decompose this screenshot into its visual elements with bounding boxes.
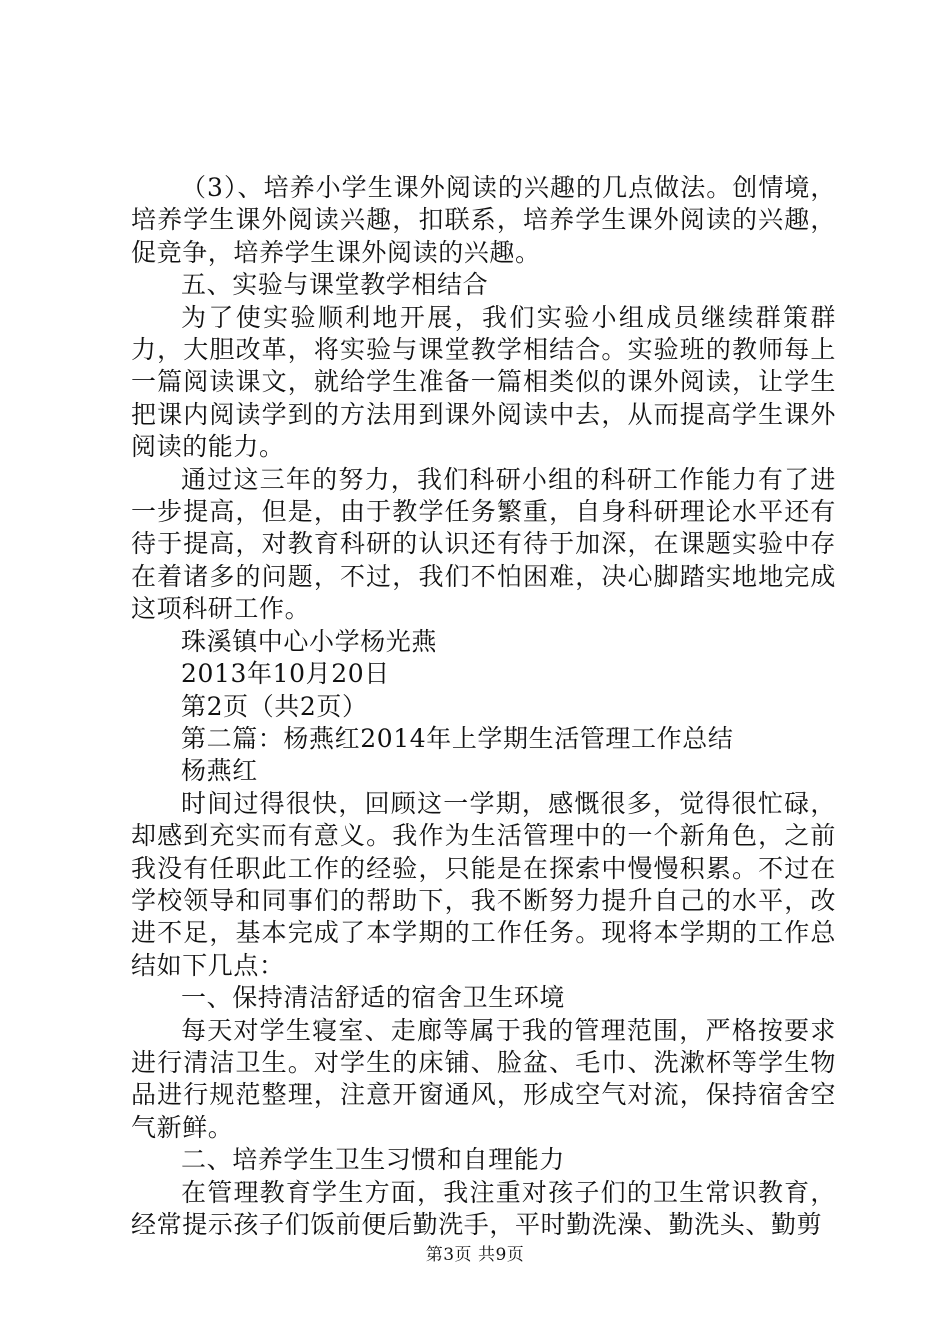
page-footer: 第3页 共9页	[425, 1245, 525, 1265]
author-school: 珠溪镇中心小学杨光燕	[181, 626, 438, 656]
document-body	[131, 172, 836, 1241]
article-two-author: 杨燕红	[181, 756, 258, 786]
heading-section-five: 五、实验与课堂教学相结合	[181, 270, 489, 300]
date-line: 2013年10月20日	[181, 659, 390, 689]
heading-section-one: 一、保持清洁舒适的宿舍卫生环境	[181, 983, 566, 1013]
paragraph-experiment: 为了使实验顺利地开展，我们实验小组成员继续群策群力，大胆改革，将实验与课堂教学相结合。实验班的教师每上一篇阅读课文，就给学生准备一篇相类似的课外阅读，让学生把课内阅读学到的方法用到课外阅读中去，从而提高学生课外阅读的能力。	[131, 302, 836, 462]
paragraph-reading-interest: （3）、培养小学生课外阅读的兴趣的几点做法。创情境，培养学生课外阅读兴趣，扣联系，培养学生课外阅读的兴趣，促竞争，培养学生课外阅读的兴趣。	[131, 173, 836, 267]
paragraph-summary: 通过这三年的努力，我们科研小组的科研工作能力有了进一步提高，但是，由于教学任务繁重，自身科研理论水平还有待于提高，对教育科研的认识还有待于加深，在课题实验中存在着诸多的问题，不过，我们不怕困难，决心脚踏实地地完成这项科研工作。	[131, 464, 836, 624]
article-two-title: 第二篇：杨燕红2014年上学期生活管理工作总结	[181, 723, 734, 753]
paragraph-hygiene: 在管理教育学生方面，我注重对孩子们的卫生常识教育，经常提示孩子们饭前便后勤洗手，平时勤洗澡、勤洗头、勤剪	[131, 1177, 836, 1239]
paragraph-dorm-cleaning: 每天对学生寝室、走廊等属于我的管理范围，严格按要求进行清洁卫生。对学生的床铺、脸盆、毛巾、洗漱杯等学生物品进行规范整理，注意开窗通风，形成空气对流，保持宿舍空气新鲜。	[131, 1015, 836, 1142]
heading-section-two: 二、培养学生卫生习惯和自理能力	[181, 1145, 566, 1175]
paragraph-intro: 时间过得很快，回顾这一学期，感慨很多，觉得很忙碌，却感到充实而有意义。我作为生活管理中的一个新角色，之前我没有任职此工作的经验，只能是在探索中慢慢积累。不过在学校领导和同事们的帮助下，我不断努力提升自己的水平，改进不足，基本完成了本学期的工作任务。现将本学期的工作总结如下几点：	[131, 788, 836, 980]
inner-page-number: 第2页（共2页）	[181, 691, 368, 721]
